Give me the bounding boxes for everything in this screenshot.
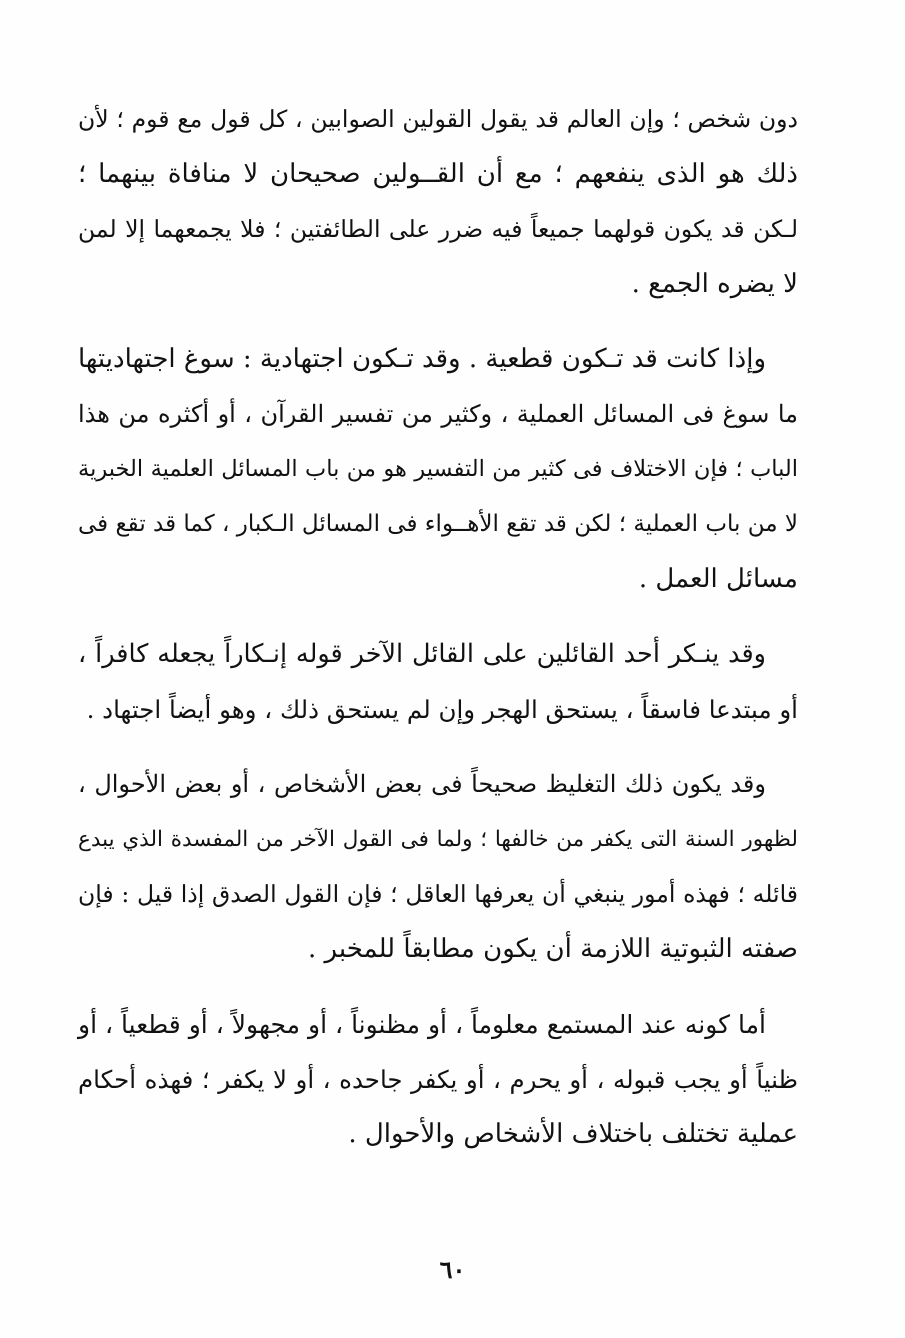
paragraph-3	[78, 627, 798, 737]
text-line: لظهور السنة التى يكفر من خالفها ؛ ولما فى القول الآخر من المفسدة الذي يبدع	[78, 827, 798, 852]
text-line: عملية تختلف باختلاف الأشخاص والأحوال .	[348, 1119, 798, 1149]
page-body-text	[78, 92, 798, 1182]
text-line: ذلك هو الذى ينفعهم ؛ مع أن القــولين صحيحان لا منافاة بينهما ؛	[78, 159, 798, 189]
text-line: قائله ؛ فهذه أمور ينبغي أن يعرفها العاقل ؛ فإن القول الصدق إذا قيل : فإن	[78, 880, 798, 908]
text-line: لا يضره الجمع .	[631, 269, 798, 299]
text-line: صفته الثبوتية اللازمة أن يكون مطابقاً للمخبر .	[308, 934, 798, 964]
text-line: مسائل العمل .	[638, 564, 798, 594]
text-line: وقد يكون ذلك التغليظ صحيحاً فى بعض الأشخاص ، أو بعض الأحوال ،	[78, 770, 766, 798]
paragraph-2	[78, 332, 798, 607]
text-line: لا من باب العملية ؛ لكن قد تقع الأهــواء فى المسائل الـكبار ، كما قد تقع فى	[77, 511, 798, 537]
text-line: الباب ؛ فإن الاختلاف فى كثير من التفسير هو من باب المسائل العلمية الخبرية	[78, 456, 798, 482]
text-line: لـكن قد يكون قولهما جميعاً فيه ضرر على الطائفتين ؛ فلا يجمعهما إلا لمن	[78, 215, 798, 243]
paragraph-4	[78, 757, 798, 977]
text-line: ما سوغ فى المسائل العملية ، وكثير من تفسير القرآن ، أو أكثره من هذا	[78, 400, 798, 428]
text-line: وقد ينـكر أحد القائلين على القائل الآخر قوله إنـكاراً يجعله كافراً ،	[78, 639, 766, 669]
text-line: أو مبتدعا فاسقاً ، يستحق الهجر وإن لم يستحق ذلك ، وهو أيضاً اجتهاد .	[86, 695, 798, 724]
text-line: دون شخص ؛ وإن العالم قد يقول القولين الصوابين ، كل قول مع قوم ؛ لأن	[78, 105, 798, 133]
text-line: وإذا كانت قد تـكون قطعية . وقد تـكون اجتهادية : سوغ اجتهاديتها	[78, 344, 766, 374]
page-number: ٦٠	[439, 1255, 466, 1284]
text-line: أما كونه عند المستمع معلوماً ، أو مظنوناً ، أو مجهولاً ، أو قطعياً ، أو	[78, 1010, 766, 1039]
paragraph-1	[78, 92, 798, 312]
paragraph-5	[78, 997, 798, 1162]
text-line: ظنياً أو يجب قبوله ، أو يحرم ، أو يكفر جاحده ، أو لا يكفر ؛ فهذه أحكام	[78, 1065, 798, 1094]
